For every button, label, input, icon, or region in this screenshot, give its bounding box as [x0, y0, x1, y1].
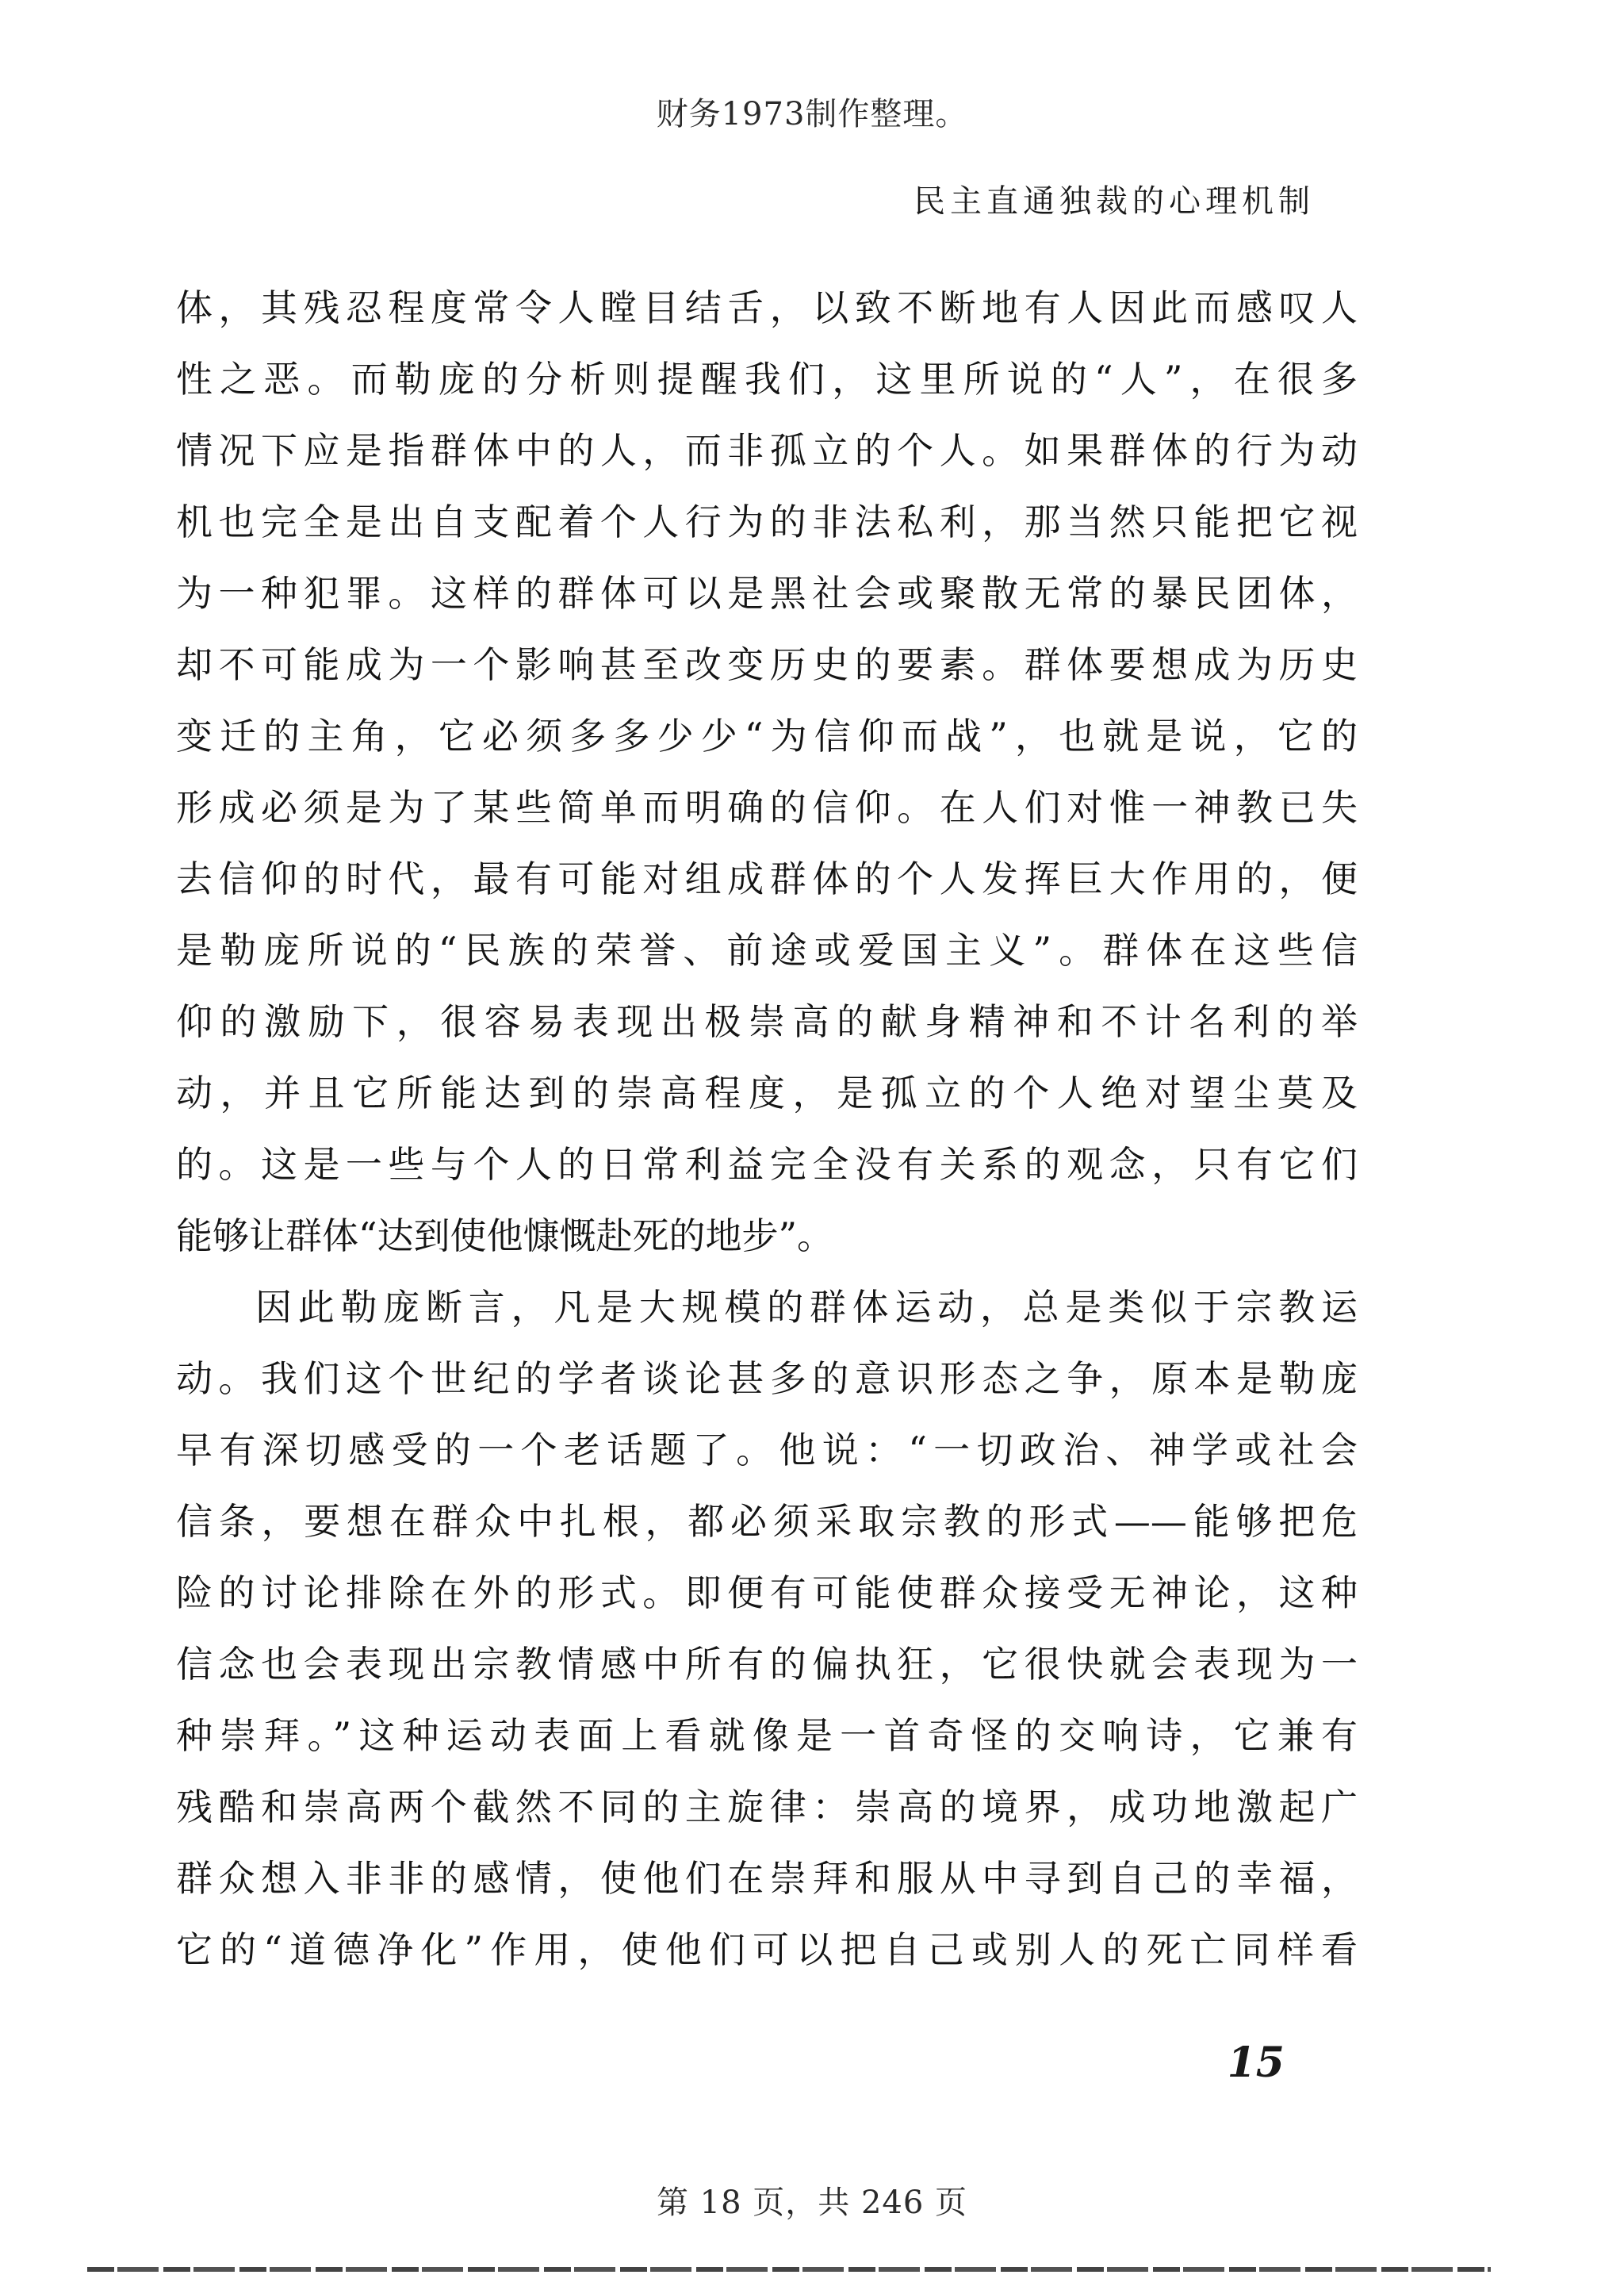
text-line: 能够让群体“达到使他慷慨赴死的地步”。: [176, 1214, 834, 1257]
text-line: 种崇拜。”这种运动表面上看就像是一首奇怪的交响诗，它兼有: [176, 1714, 1358, 1757]
text-line: 却不可能成为一个影响甚至改变历史的要素。群体要想成为历史: [176, 643, 1358, 686]
paragraph-2: [176, 1272, 1358, 1985]
body-text: [176, 272, 1358, 1985]
page-footer: 第 18 页，共 246 页: [656, 2185, 968, 2221]
text-line: 险的讨论排除在外的形式。即便有可能使群众接受无神论，这种: [176, 1571, 1358, 1614]
text-line: 残酷和崇高两个截然不同的主旋律：崇高的境界，成功地激起广: [176, 1786, 1358, 1828]
text-line: 它的“道德净化”作用，使他们可以把自己或别人的死亡同样看: [176, 1928, 1358, 1971]
running-header: 民主直通独裁的心理机制: [914, 183, 1315, 220]
text-line: 的。这是一些与个人的日常利益完全没有关系的观念，只有它们: [176, 1143, 1358, 1186]
text-line: 是勒庞所说的“民族的荣誉、前途或爱国主义”。群体在这些信: [176, 929, 1358, 972]
text-line: 去信仰的时代，最有可能对组成群体的个人发挥巨大作用的，便: [176, 857, 1358, 900]
paragraph-1: [176, 272, 1358, 1272]
text-line: 性之恶。而勒庞的分析则提醒我们，这里所说的“人”，在很多: [176, 358, 1358, 401]
text-line: 情况下应是指群体中的人，而非孤立的个人。如果群体的行为动: [176, 429, 1358, 472]
watermark-text: 财务1973制作整理。: [656, 96, 968, 132]
page-number: 15: [1227, 2039, 1285, 2087]
scan-edge-line: [87, 2267, 1491, 2272]
text-line: 变迁的主角，它必须多多少少“为信仰而战”，也就是说，它的: [176, 715, 1358, 758]
text-line: 体，其残忍程度常令人瞠目结舌，以致不断地有人因此而感叹人: [176, 286, 1358, 329]
text-line: 信条，要想在群众中扎根，都必须采取宗教的形式——能够把危: [176, 1500, 1358, 1543]
text-line: 因此勒庞断言，凡是大规模的群体运动，总是类似于宗教运: [255, 1286, 1358, 1329]
text-line: 机也完全是出自支配着个人行为的非法私利，那当然只能把它视: [176, 501, 1358, 543]
text-line: 动，并且它所能达到的崇高程度，是孤立的个人绝对望尘莫及: [176, 1072, 1358, 1114]
text-line: 为一种犯罪。这样的群体可以是黑社会或聚散无常的暴民团体，: [176, 572, 1358, 615]
text-line: 信念也会表现出宗教情感中所有的偏执狂，它很快就会表现为一: [176, 1643, 1358, 1686]
text-line: 仰的激励下，很容易表现出极崇高的献身精神和不计名利的举: [176, 1000, 1358, 1043]
text-line: 群众想入非非的感情，使他们在崇拜和服从中寻到自己的幸福，: [176, 1857, 1358, 1900]
text-line: 动。我们这个世纪的学者谈论甚多的意识形态之争，原本是勒庞: [176, 1357, 1358, 1400]
text-line: 早有深切感受的一个老话题了。他说：“一切政治、神学或社会: [176, 1429, 1358, 1471]
text-line: 形成必须是为了某些简单而明确的信仰。在人们对惟一神教已失: [176, 786, 1358, 829]
